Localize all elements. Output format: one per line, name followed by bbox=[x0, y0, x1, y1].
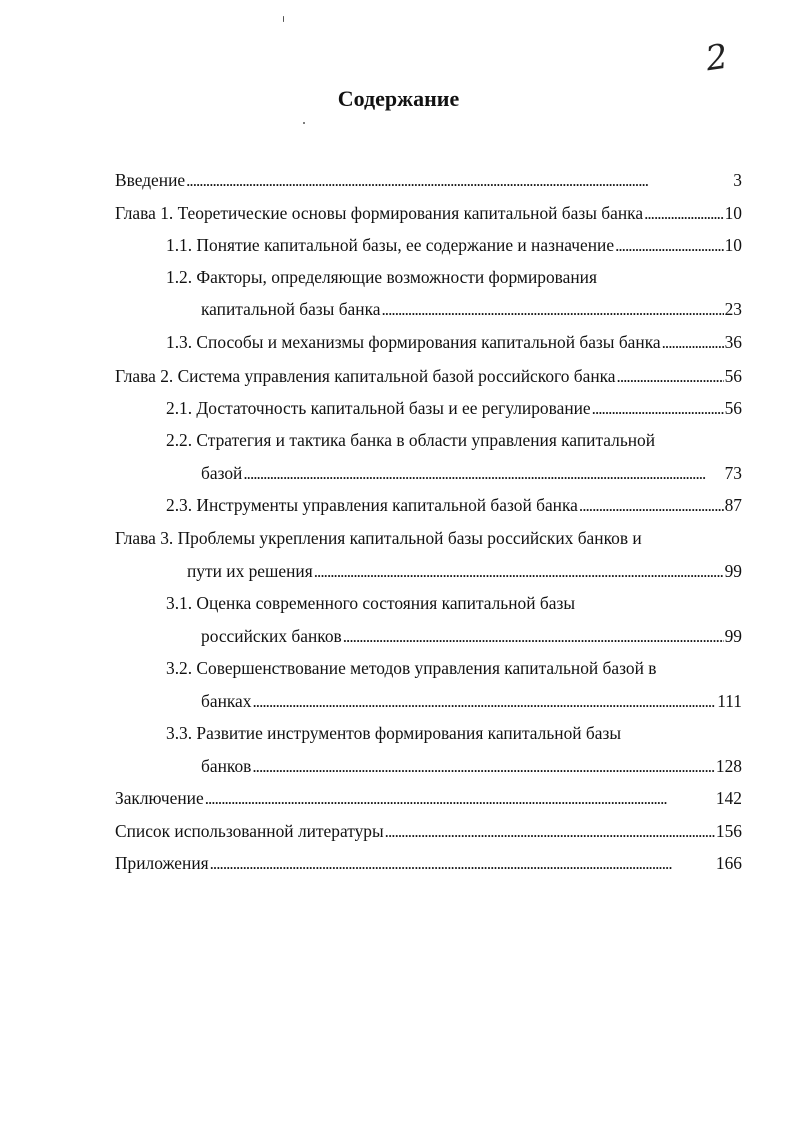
dot-leader bbox=[382, 299, 724, 320]
toc-entry-page: 87 bbox=[724, 495, 742, 515]
toc-entry-text: 2.2. Стратегия и тактика банка в области управления капитальной bbox=[166, 430, 656, 450]
toc-entry-page: 56 bbox=[724, 366, 742, 386]
toc-entry-text: 1.3. Способы и механизмы формирования капитальной базы банка bbox=[166, 332, 661, 352]
toc-entry-page: 99 bbox=[724, 561, 742, 581]
handwritten-page-number: 2 bbox=[703, 36, 731, 80]
toc-entry-section-3-2-line-1 bbox=[166, 658, 656, 678]
dot-leader bbox=[617, 366, 724, 387]
toc-entry-text: 2.1. Достаточность капитальной базы и ее регулирование bbox=[166, 398, 591, 418]
toc-entry-text: базой bbox=[201, 463, 243, 483]
toc-entry-section-3-2-line-2 bbox=[201, 691, 742, 712]
toc-entry-chapter-3-line-1 bbox=[115, 528, 642, 548]
toc-entry-chapter-3-line-2 bbox=[187, 561, 742, 582]
dot-leader bbox=[385, 821, 715, 842]
toc-entry-page: 3 bbox=[733, 170, 742, 190]
toc-entry-page: 56 bbox=[724, 398, 742, 418]
toc-entry-text: банков bbox=[201, 756, 252, 776]
toc-entry-text: 2.3. Инструменты управления капитальной базой банка bbox=[166, 495, 578, 515]
toc-entry-page: 36 bbox=[724, 332, 742, 352]
toc-entry-section-3-3-line-2 bbox=[201, 756, 742, 777]
dot-leader bbox=[644, 203, 724, 224]
toc-entry-text: Глава 3. Проблемы укрепления капитальной базы российских банков и bbox=[115, 528, 642, 548]
toc-entry-page: 73 bbox=[724, 463, 742, 483]
dot-leader bbox=[579, 495, 724, 516]
toc-entry-page: 10 bbox=[724, 235, 742, 255]
toc-entry-text: 1.2. Факторы, определяющие возможности формирования bbox=[166, 267, 597, 287]
dot-leader bbox=[210, 853, 715, 874]
toc-entry-text: 3.3. Развитие инструментов формирования капитальной базы bbox=[166, 723, 622, 743]
toc-entry-text: 1.1. Понятие капитальной базы, ее содержание и назначение bbox=[166, 235, 615, 255]
dot-leader bbox=[205, 788, 715, 809]
toc-entry-page: 166 bbox=[715, 853, 742, 873]
toc-entry-section-2-2-line-1 bbox=[166, 430, 655, 450]
toc-entry-appendices bbox=[115, 853, 742, 874]
toc-entry-text: пути их решения bbox=[187, 561, 313, 581]
toc-entry-section-1-2-line-1 bbox=[166, 267, 597, 287]
toc-entry-section-3-1-line-1 bbox=[166, 593, 575, 613]
toc-entry-page: 99 bbox=[724, 626, 742, 646]
dot-leader bbox=[592, 398, 724, 419]
scan-speck bbox=[303, 122, 305, 124]
toc-entry-text: Глава 1. Теоретические основы формирования капитальной базы банка bbox=[115, 203, 644, 223]
toc-entry-references bbox=[115, 821, 742, 842]
toc-entry-text: 3.2. Совершенствование методов управления капитальной базой в bbox=[166, 658, 657, 678]
toc-entry-text: российских банков bbox=[201, 626, 342, 646]
dot-leader bbox=[314, 561, 724, 582]
dot-leader bbox=[252, 756, 715, 777]
toc-entry-page: 156 bbox=[715, 821, 742, 841]
toc-entry-section-3-1-line-2 bbox=[201, 626, 742, 647]
dot-leader bbox=[343, 626, 724, 647]
toc-entry-page: 111 bbox=[717, 691, 742, 711]
toc-entry-section-1-3 bbox=[166, 332, 742, 353]
toc-entry-section-1-2-line-2 bbox=[201, 299, 742, 320]
toc-entry-text: банках bbox=[201, 691, 252, 711]
toc-entry-text: Заключение bbox=[115, 788, 204, 808]
dot-leader bbox=[243, 463, 723, 484]
toc-entry-page: 128 bbox=[715, 756, 742, 776]
toc-entry-text: Приложения bbox=[115, 853, 209, 873]
dot-leader bbox=[186, 170, 732, 191]
page-title: Содержание bbox=[337, 86, 460, 111]
toc-entry-text: Глава 2. Система управления капитальной базой российского банка bbox=[115, 366, 616, 386]
toc-entry-page: 23 bbox=[724, 299, 742, 319]
toc-entry-conclusion bbox=[115, 788, 742, 809]
toc-entry-section-2-1 bbox=[166, 398, 742, 419]
toc-entry-text: 3.1. Оценка современного состояния капитальной базы bbox=[166, 593, 576, 613]
toc-entry-text: капитальной базы банка bbox=[201, 299, 381, 319]
toc-entry-section-3-3-line-1 bbox=[166, 723, 621, 743]
dot-leader bbox=[615, 235, 724, 256]
toc-entry-section-1-1 bbox=[166, 235, 742, 256]
dot-leader bbox=[662, 332, 724, 353]
toc-entry-text: Список использованной литературы bbox=[115, 821, 384, 841]
toc-entry-intro bbox=[115, 170, 742, 191]
toc-entry-chapter-2 bbox=[115, 366, 742, 387]
scan-speck bbox=[283, 16, 284, 22]
toc-entry-chapter-1 bbox=[115, 203, 742, 224]
toc-entry-page: 142 bbox=[715, 788, 742, 808]
toc-entry-page: 10 bbox=[724, 203, 742, 223]
toc-entry-section-2-2-line-2 bbox=[201, 463, 742, 484]
toc-entry-text: Введение bbox=[115, 170, 186, 190]
toc-entry-section-2-3 bbox=[166, 495, 742, 516]
dot-leader bbox=[252, 691, 716, 712]
